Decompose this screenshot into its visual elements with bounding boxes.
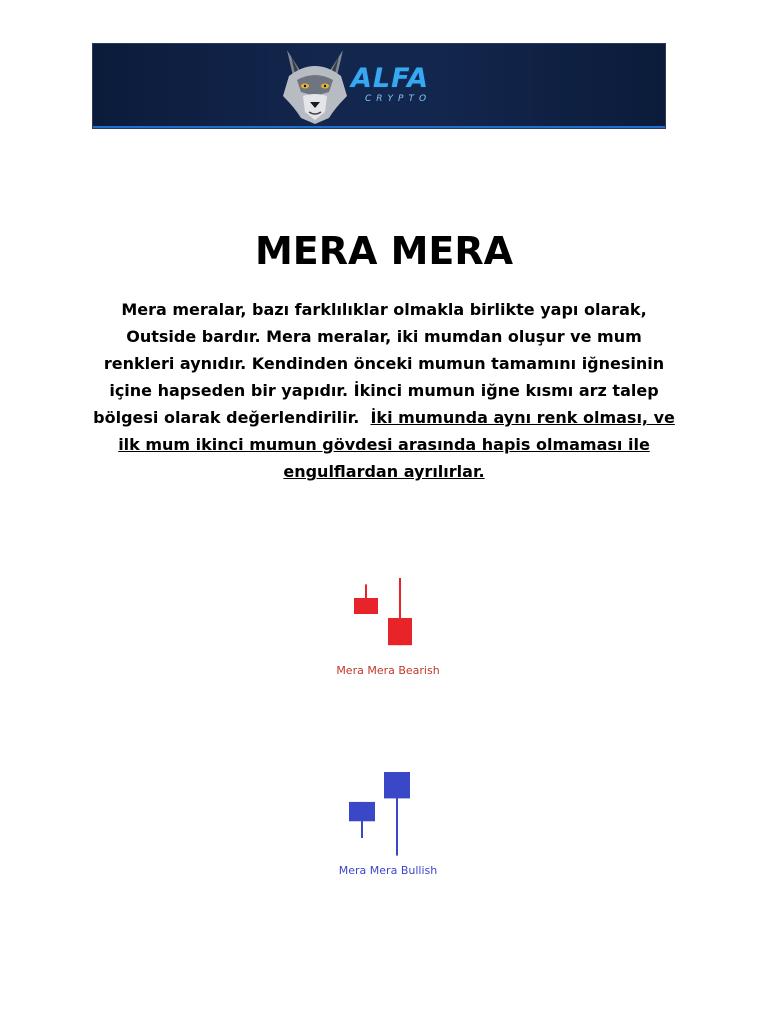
description-paragraph	[90, 296, 678, 485]
brand-subtitle: CRYPTO	[365, 94, 432, 104]
brand-name: ALFA	[351, 63, 429, 94]
bearish-pattern-chart	[318, 572, 458, 678]
bullish-candle-1-body	[349, 802, 375, 821]
description-text: Mera meralar, bazı farklılıklar olmakla birlikte yapı olarak, Outside bardır. Mera meralar, iki mumdan oluşur ve mum renkleri aynıdır. Kendinden önceki mumun tamamını iğnesinin içine hapseden bir yapıdır. İkinci mumun iğne kısmı arz talep bölgesi olarak değerlendirilir.	[93, 300, 665, 427]
bearish-candle-1-body	[354, 598, 378, 614]
bullish-pattern-chart	[318, 768, 458, 878]
wolf-icon	[279, 46, 351, 126]
description-underlined-text: İki mumunda aynı renk olması, ve ilk mum ikinci mumun gövdesi arasında hapis olmaması ile engulflardan ayrılırlar.	[118, 408, 675, 481]
page-title: MERA MERA	[254, 229, 514, 273]
bullish-candle-2-body	[384, 772, 410, 798]
header-banner	[92, 43, 666, 129]
bearish-candle-2-body	[388, 618, 412, 645]
bullish-chart-label: Mera Mera Bullish	[338, 864, 438, 877]
bearish-candles-svg	[318, 572, 458, 664]
brand-logo	[351, 64, 451, 105]
bearish-chart-label: Mera Mera Bearish	[336, 664, 440, 677]
bullish-candles-svg	[318, 768, 458, 864]
